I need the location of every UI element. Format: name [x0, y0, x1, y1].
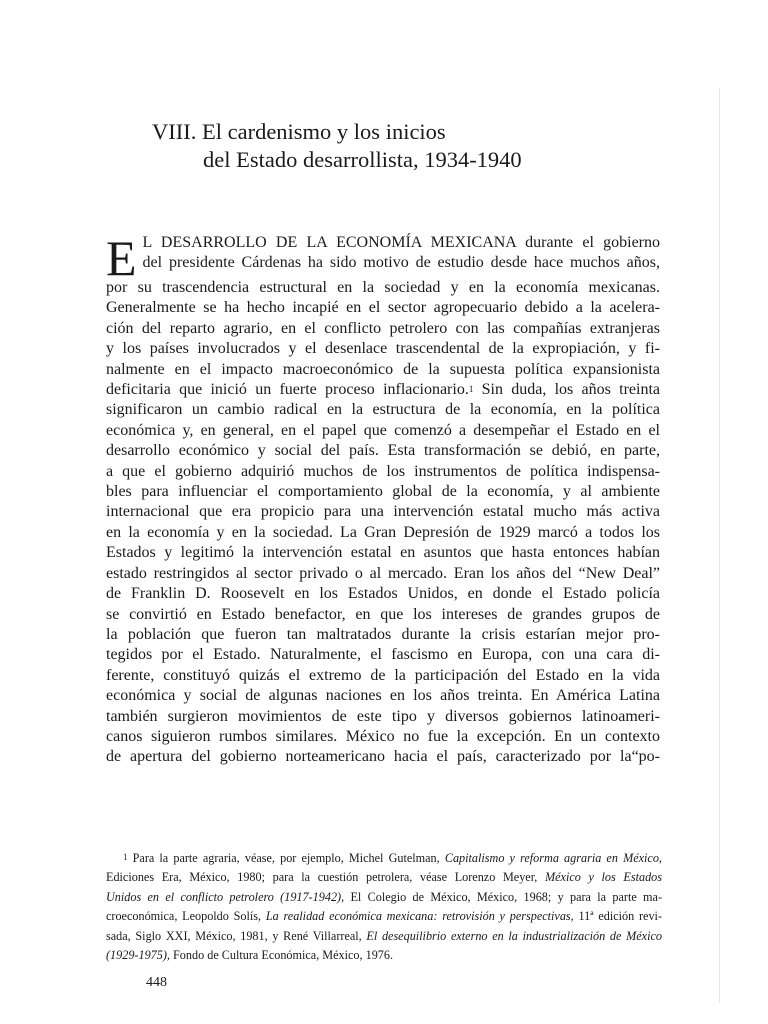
body-line: estado restringidos al sector privado o al mercado. Eran los años del “New Deal” — [106, 564, 660, 582]
footnote-line — [106, 868, 662, 887]
footnote-book-title: Unidos en el conflicto petrolero (1917-1942), — [106, 889, 345, 904]
body-line: ción del reparto agrario, en el conflicto petrolero con las compañías extranjeras — [106, 319, 660, 337]
body-line: significaron un cambio radical en la estructura de la economía, en la política — [106, 401, 660, 419]
body-line-tail: Sin duda, los años treinta — [473, 381, 661, 399]
drop-cap: E — [106, 230, 137, 286]
footnote — [106, 849, 662, 965]
footnote-line — [106, 888, 662, 907]
footnote-line — [106, 907, 662, 926]
footnote-book-title: La realidad económica mexicana: retrovisión y perspectivas, — [265, 909, 574, 924]
body-line: económica y social de algunas naciones en los años treinta. En América Latina — [106, 687, 660, 705]
body-line: L DESARROLLO DE LA ECONOMÍA MEXICANA durante el gobierno — [142, 234, 660, 251]
footnote-text: croeconómica, Leopoldo Solís, — [106, 909, 266, 924]
footnote-text: Para la parte agraria, véase, por ejemplo, Michel Gutelman, — [127, 851, 445, 865]
body-line-text: deficitaria que inició un fuerte proceso inflacionario. — [106, 381, 469, 399]
body-line: se convirtió en Estado benefactor, en que los intereses de grandes grupos de — [106, 605, 660, 623]
footnote-line — [106, 849, 662, 868]
footnote-marker: 1 — [123, 852, 128, 862]
footnote-line — [106, 946, 662, 965]
body-line: desarrollo económico y social del país. Esta transformación se debió, en parte, — [106, 442, 660, 460]
body-line: de Franklin D. Roosevelt en los Estados Unidos, en donde el Estado policía — [106, 585, 660, 603]
footnote-text: 11ª edición revi- — [573, 909, 662, 924]
footnote-book-title: (1929-1975), — [106, 948, 170, 963]
footnote-text: Fondo de Cultura Económica, México, 1976. — [169, 948, 394, 963]
body-line: internacional que era propicio para una intervención estatal mucho más activa — [106, 503, 660, 521]
footnote-book-title: Capitalismo y reforma agraria en México, — [444, 851, 662, 865]
footnote-book-title: El desequilibrio externo en la industrialización de México — [366, 928, 662, 943]
body-line: canos siguieron rumbos similares. México no fue la excepción. En un contexto — [106, 727, 660, 745]
body-line: Generalmente se ha hecho incapié en el sector agropecuario debido a la acelera- — [106, 299, 660, 317]
body-line: de apertura del gobierno norteamericano hacia el país, caracterizado por la“po- — [106, 748, 660, 766]
body-line: la población que fueron tan maltratados durante la crisis estarían mejor pro- — [106, 625, 660, 643]
body-line: ferente, constituyó quizás el extremo de la participación del Estado en la vida — [106, 666, 660, 684]
body-line: a que el gobierno adquirió muchos de los instrumentos de política indispensa- — [106, 462, 660, 480]
body-paragraph — [106, 230, 661, 768]
footnote-ref: 1 — [468, 384, 474, 395]
footnote-text: sada, Siglo XXI, México, 1981, y René Villarreal, — [106, 928, 367, 943]
page-edge-rule — [719, 88, 720, 1003]
footnote-book-title: México y los Estados — [544, 870, 663, 885]
body-line: tegidos por el Estado. Naturalmente, el fascismo en Europa, con una cara di- — [106, 646, 660, 664]
body-line: nalmente en el impacto macroeconómico de la supuesta política expansionista — [106, 360, 660, 378]
footnote-line — [106, 927, 662, 946]
chapter-title-line1: VIII. El cardenismo y los inicios — [152, 119, 446, 144]
page-number: 448 — [146, 975, 167, 990]
chapter-title — [152, 118, 522, 174]
body-line: por su trascendencia estructural en la sociedad y en la economía mexicanas. — [106, 279, 660, 296]
body-line: económica y, en general, en el papel que comenzó a desempeñar el Estado en el — [106, 421, 660, 439]
body-line-with-footnote — [106, 380, 660, 400]
footnote-text: El Colegio de México, México, 1968; y para la parte ma- — [344, 889, 662, 904]
body-line: también surgieron movimientos de este tipo y diversos gobiernos latinoameri- — [106, 707, 660, 725]
body-line: en la economía y en la sociedad. La Gran Depresión de 1929 marcó a todos los — [106, 523, 660, 541]
chapter-title-line2: del Estado desarrollista, 1934-1940 — [203, 147, 522, 172]
footnote-text: Ediciones Era, México, 1980; para la cuestión petrolera, véase Lorenzo Meyer, — [106, 870, 545, 885]
body-line: y los países involucrados y el desenlace trascendental de la expropiación, y fi- — [106, 340, 660, 358]
body-line: del presidente Cárdenas ha sido motivo de estudio desde hace muchos años, — [142, 254, 660, 272]
body-line: Estados y legitimó la intervención estatal en asuntos que hasta entonces habían — [106, 544, 660, 562]
body-line: bles para influenciar el comportamiento global de la economía, y al ambiente — [106, 483, 660, 501]
